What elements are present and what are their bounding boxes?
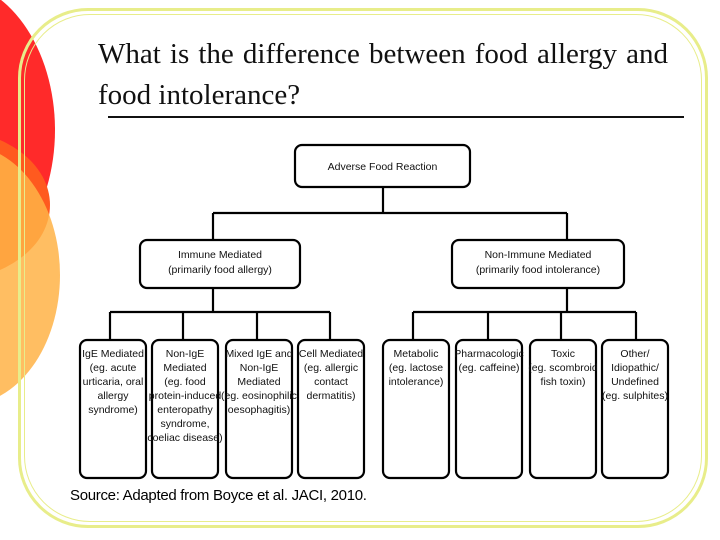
node-ige-mediated-text-line: urticaria, oral: [82, 376, 144, 388]
node-other-idiopathic-text-line: Undefined: [611, 376, 659, 388]
node-ige-mediated-text-line: allergy: [97, 390, 129, 402]
node-non-ige-mediated-text-line: enteropathy: [157, 404, 213, 416]
node-immune-mediated-text-line: (primarily food allergy): [168, 264, 272, 276]
node-non-ige-mediated-text-line: (eg. food: [164, 376, 206, 388]
node-cell-mediated-text-line: Cell Mediated: [298, 348, 364, 360]
node-other-idiopathic-text-line: (eg. sulphites): [602, 390, 668, 402]
node-non-ige-mediated-text-line: Mediated: [163, 362, 207, 374]
node-cell-mediated-text-line: (eg. allergic: [303, 362, 359, 374]
node-ige-mediated-text-line: (eg. acute: [89, 362, 137, 374]
node-metabolic: [383, 340, 449, 478]
node-mixed-ige-text-line: oesophagitis): [227, 404, 291, 416]
classification-diagram: [74, 132, 680, 484]
node-metabolic-text-line: intolerance): [388, 376, 444, 388]
node-ige-mediated-text-line: IgE Mediated: [82, 348, 144, 360]
node-toxic-text-line: fish toxin): [540, 376, 586, 388]
node-cell-mediated: [298, 340, 364, 478]
node-ige-mediated-text-line: syndrome): [88, 404, 138, 416]
node-pharmacologic-text-line: (eg. caffeine): [458, 362, 520, 374]
node-mixed-ige-text-line: Non-IgE: [239, 362, 279, 374]
node-non-immune-mediated-text-line: (primarily food intolerance): [475, 264, 601, 276]
node-mixed-ige-text-line: (eg. eosinophilic: [221, 390, 297, 402]
title-underline: [108, 116, 684, 118]
slide-title: What is the difference between food allergy and food intolerance?: [98, 38, 668, 111]
node-pharmacologic-text-line: Pharmacologic: [454, 348, 524, 360]
diagram-canvas: [74, 132, 680, 484]
node-cell-mediated-text-line: dermatitis): [306, 390, 356, 402]
node-non-immune-mediated-text-line: Non-Immune Mediated: [484, 249, 592, 261]
node-other-idiopathic: [602, 340, 668, 478]
node-toxic: [530, 340, 596, 478]
node-other-idiopathic-text-line: Idiopathic/: [611, 362, 659, 374]
node-mixed-ige-text-line: Mixed IgE and: [225, 348, 293, 360]
node-metabolic-text-line: (eg. lactose: [388, 362, 444, 374]
node-toxic-text-line: (eg. scombroid: [528, 362, 598, 374]
node-non-ige-mediated-text-line: Non-IgE: [165, 348, 205, 360]
node-immune-mediated-text-line: Immune Mediated: [177, 249, 263, 261]
node-non-ige-mediated-text-line: syndrome,: [160, 418, 210, 430]
node-mixed-ige-text-line: Mediated: [237, 376, 281, 388]
node-toxic-text-line: Toxic: [551, 348, 575, 360]
node-adverse-food-reaction-text-line: Adverse Food Reaction: [327, 161, 438, 173]
node-non-ige-mediated-text-line: protein-induced: [148, 390, 222, 402]
node-metabolic-text-line: Metabolic: [393, 348, 439, 360]
node-pharmacologic: [456, 340, 522, 478]
node-other-idiopathic-text-line: Other/: [620, 348, 650, 360]
node-non-ige-mediated-text-line: coeliac disease): [147, 432, 223, 444]
node-cell-mediated-text-line: contact: [314, 376, 348, 388]
source-citation: Source: Adapted from Boyce et al. JACI, 2010.: [70, 487, 367, 504]
